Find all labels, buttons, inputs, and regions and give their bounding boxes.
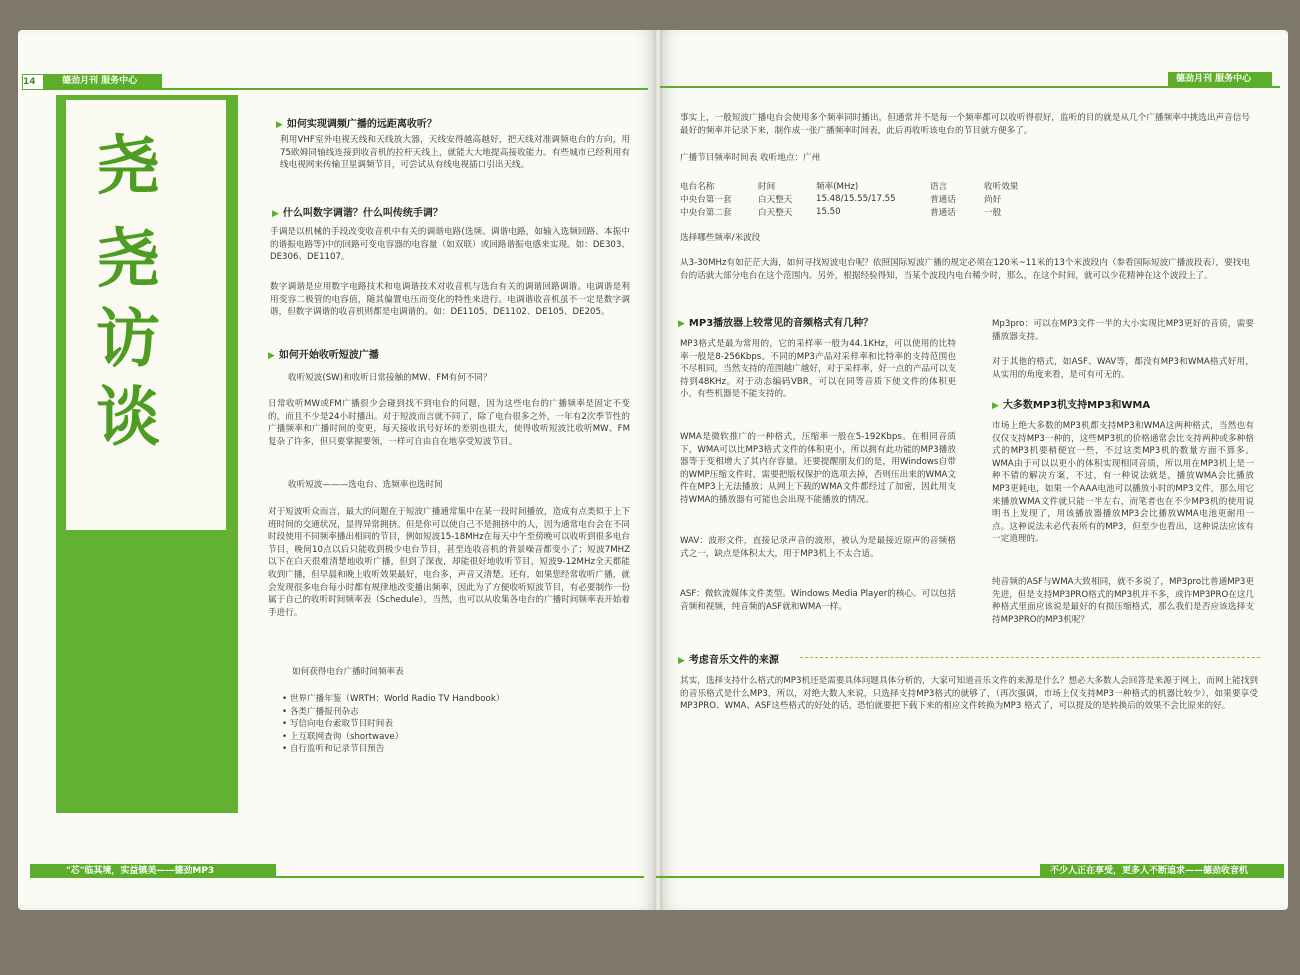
- section-heading: ▶ 如何实现调频广播的远距离收听？: [276, 119, 437, 130]
- paragraph: 其实，选择支持什么格式的MP3机还是需要具体问题具体分析的，大家可知道音乐文件的来源是什么？想必大多数人会回答是来源于网上，而网上能找到的音乐格式是什么MP3，所以，对绝大数人来说，只选择支持MP3格式的就够了，（再次强调，市场上仅支持MP3一种格式的机器比较少），如果要享受MP3PRO、WMA、ASF这些格式的好处的话，恐怕就要把下载下来的相应文件转换为MP3 格式了，可以提及的是转换后的效果不会比原来的好。: [680, 676, 1258, 712]
- header-rule-right: [660, 86, 1280, 88]
- table-cell: 中央台第一套: [680, 194, 732, 205]
- section-heading: ▶ 大多数MP3机支持MP3和WMA: [992, 400, 1151, 411]
- table-cell: 普通话: [930, 194, 956, 205]
- table-cell: 15.50: [816, 206, 841, 217]
- dashed-divider: [800, 657, 1260, 658]
- footer-rule-left: [30, 876, 644, 878]
- list-item: • 各类广播报刊杂志: [282, 706, 622, 719]
- table-row: [680, 205, 1024, 218]
- triangle-icon: ▶: [678, 656, 685, 666]
- paragraph: 收听短波(SW)和收听日常接触的MW、FM有何不同？: [288, 373, 492, 383]
- paragraph: WMA是微软推广的一种格式，压缩率一般在5-192Kbps。在相同音质下，WMA可以比MP3格式文件的体积更小，所以拥有此功能的MP3播放器等于变相增大了其内存容量。还要提醒朋友们的是，用Windows自带的WMP压缩文件时，需要把版权保护的选项去掉，否则压出来的WMA文件在MP3上无法播放；从网上下载的WMA文件都经过了加密，因此用支持WMA的播放器有可能也会出现不能播放的情况。: [680, 432, 956, 505]
- list: [282, 693, 622, 756]
- table-cell: 15.48/15.55/17.55: [816, 193, 896, 204]
- table-header: 电台名称: [680, 181, 715, 192]
- section-heading: ▶ 什么叫数字调谐？什么叫传统手调？: [272, 208, 443, 219]
- frequency-table: [680, 179, 1024, 218]
- paragraph: 选择哪些频率/米波段: [680, 233, 761, 243]
- footer-rule-right: [656, 876, 1276, 878]
- sidebar-title-char-2: 尧: [96, 222, 160, 297]
- table-cell: 白天整天: [758, 194, 793, 205]
- table-cell: 中央台第二套: [680, 207, 732, 218]
- table-header: 语言: [930, 181, 948, 192]
- table-cell: 白天整天: [758, 207, 793, 218]
- triangle-icon: ▶: [678, 319, 685, 329]
- list-item: • 世界广播年鉴（WRTH：World Radio TV Handbook）: [282, 693, 622, 706]
- paragraph: WAV：波形文件，直接记录声音的波形，被认为是最接近原声的音频格式之一，缺点是体积太大，用于MP3机上不太合适。: [680, 536, 956, 559]
- list-item: • 上互联网查询（shortwave）: [282, 731, 622, 744]
- sidebar-title-char-4: 谈: [96, 380, 160, 455]
- section-heading: ▶ 如何开始收听短波广播: [268, 350, 379, 361]
- triangle-icon: ▶: [272, 209, 279, 219]
- sidebar-title-char-3: 访: [96, 302, 160, 377]
- paragraph: 日常收听MW或FM广播很少会碰到找不到电台的问题，因为这些电台的广播频率是固定不变的，而且不少是24小时播出。对于短波而言就不同了，除了电台很多之外，一年有2次季节性的广播频率和广播时间的变更，每天接收讯号好坏的差别也很大，使得收听短波比收听MW、FM复杂了许多，但只要掌握要领，一样可自由自在地享受短波节目。: [268, 399, 630, 447]
- table-header: 收听效果: [984, 181, 1019, 192]
- paragraph: ASF：微软流媒体文件类型。Windows Media Player的核心。可以包括音频和视频，纯音频的ASF就和WMA一样。: [680, 589, 956, 612]
- page-gutter: [654, 30, 662, 910]
- list-item: • 写信向电台索取节目时间表: [282, 718, 622, 731]
- table-header: 时间: [758, 181, 776, 192]
- paragraph: 广播节目频率时间表 收听地点：广州: [680, 153, 821, 163]
- triangle-icon: ▶: [268, 351, 275, 361]
- table-row: [680, 179, 1024, 192]
- section-heading: ▶ 考虑音乐文件的来源: [678, 655, 779, 666]
- header-right-tag: 德劲月刊 服务中心: [1168, 72, 1272, 86]
- paragraph: 事实上，一般短波广播电台会使用多个频率同时播出，但通常并不是每一个频率都可以收听得很好，监听的目的就是从几个广播频率中挑选出声音信号最好的频率并记录下来，制作成一张广播频率时间表，此后再收听该电台的节目就方便多了。: [680, 113, 1250, 136]
- paragraph: 手调是以机械的手段改变收音机中有关的调谐电路(选频、调谐电路，如输入选频回路、本振中的谐振电路等)中的回路可变电容器的电容量（如双联）或回路谐振电感来实现。如：DE303、DE306、DE1107。: [270, 227, 630, 263]
- triangle-icon: ▶: [276, 120, 283, 130]
- paragraph: 从3-30MHz有如茫茫大海，如何寻找短波电台呢？依照国际短波广播的规定必须在120米~11米的13个米波段内（参看国际短波广播波段表），要找电台的话就大部分电台在这个范围内。另外，根据经验得知，当某个波段内电台稀少时，那么，在这个时间，就可以少花精神在这个波段上了。: [680, 258, 1250, 281]
- paragraph: 数字调谐是应用数字电路技术和电调谐技术对收音机与选台有关的调谐回路调谐。电调谐是利用变容二极管的电容值，随其偏置电压而变化的特性来进行。电调谐收音机虽不一定是数字调谐，但数字调谐的收音机则都是电调谐的。如：DE1105、DE1102、DE105、DE205。: [270, 282, 630, 318]
- header-left-tag: 德劲月刊 服务中心: [44, 74, 162, 88]
- paragraph: Mp3pro：可以在MP3文件一半的大小实现比MP3更好的音质，需要播放器支持。: [992, 319, 1254, 342]
- triangle-icon: ▶: [992, 401, 999, 411]
- paragraph: 对于其他的格式，如ASF、WAV等，都没有MP3和WMA格式好用，从实用的角度来看，是可有可无的。: [992, 357, 1254, 380]
- paragraph: 市场上绝大多数的MP3机都支持MP3和WMA这两种格式，当然也有仅仅支持MP3一种的，这些MP3机的价格通常会比支持两种或多种格式的MP3机要稍便宜一些，不过这类MP3机的数量方面不算多。WMA由于可以以更小的体积实现相同音质，所以用在MP3机上是一种不错的解决方案，不过，有一种说法就是，播放WMA会比播放MP3更耗电，如果一个AAA电池可以播放小时的MP3文件，那么用它来播放WMA文件就只能一半左右，而笔者也在不少MP3机的使用说明书上发现了，用该播放器播放MP3会比播放WMA电池更耐用一点。这种说法未必代表所有的MP3，但至少也看出，这种说法应该有一定道理的。: [992, 421, 1254, 545]
- table-cell: 尚好: [984, 194, 1002, 205]
- section-heading: ▶ MP3播放器上较常见的音频格式有几种？: [678, 318, 874, 329]
- footer-right: 不少人正在享受，更多人不断追求——德劲收音机: [1040, 864, 1284, 878]
- sidebar-title-char-1: 尧: [96, 129, 160, 204]
- paragraph: 纯音频的ASF与WMA大致相同，就不多说了，MP3pro比普通MP3更先进，但是支持MP3PRO格式的MP3机并不多，或许MP3PRO在这几种格式里面应该说是最好的有损压缩格式，那么我们是否应该选择支持MP3PRO的MP3机呢？: [992, 577, 1254, 625]
- paragraph: 利用VHF室外电视天线和天线放大器，天线安得越高越好，把天线对准调频电台的方向，用75欧姆同轴线连接到收音机的拉杆天线上，就能大大地提高接收能力。有些城市已经利用有线电视网来传输卫星调频节目，可尝试从有线电视插口引出天线。: [280, 135, 630, 171]
- table-header: 频率(MHz): [816, 181, 859, 192]
- header-rule-left: [44, 88, 648, 90]
- paragraph: 如何获得电台广播时间频率表: [292, 667, 404, 677]
- table-cell: 普通话: [930, 207, 956, 218]
- table-cell: 一般: [984, 207, 1002, 218]
- page-number: 14: [22, 74, 44, 90]
- footer-left: "芯"临其境，实益镇美——德劲MP3: [30, 864, 276, 878]
- paragraph: MP3格式是最为常用的，它的采样率一般为44.1KHz，可以使用的比特率一般是8-256Kbps。不同的MP3产品对采样率和比特率的支持范围也不尽相同，当然支持的范围越广越好，对于采样率，好一点的产品可以支持到48KHz。对于动态编码VBR，可以在同等音质下使文件的体积更小，有些机器是不能支持的。: [680, 339, 956, 400]
- table-row: [680, 192, 1024, 205]
- paragraph: 对于短波听众而言，最大的问题在于短波广播通常集中在某一段时间播放，造成有点类似于上下班时间的交通状况，显得异常拥挤。但是你可以使自己不是拥挤中的人，因为通常电台会在不同时段使用不同频率播出相同的节目，例如短波15-18MHz在每天中午至傍晚可以收听到很多电台节目，晚间10点以后只能收到极少电台节目，甚至连收音机的背景噪音都变小了；短波7MHZ以下在白天很难清楚地收听广播，但到了深夜，却能很好地收听节目，短波9-12MHz全天都能收到广播，但早晨和晚上收听效果最好，电台多，声音又清楚。还有，如果您经常收听广播，就会发现很多电台每小时都有规律地改变播出频率，因此为了方便收听短波节目，有必要制作一份属于自己的收听时间频率表（Schedule），当然，也可以从收集各电台的广播时间频率表开始着手进行。: [268, 507, 630, 618]
- paragraph: 收听短波———选电台、选频率也选时间: [288, 480, 443, 490]
- list-item: • 自行监听和记录节目预告: [282, 743, 622, 756]
